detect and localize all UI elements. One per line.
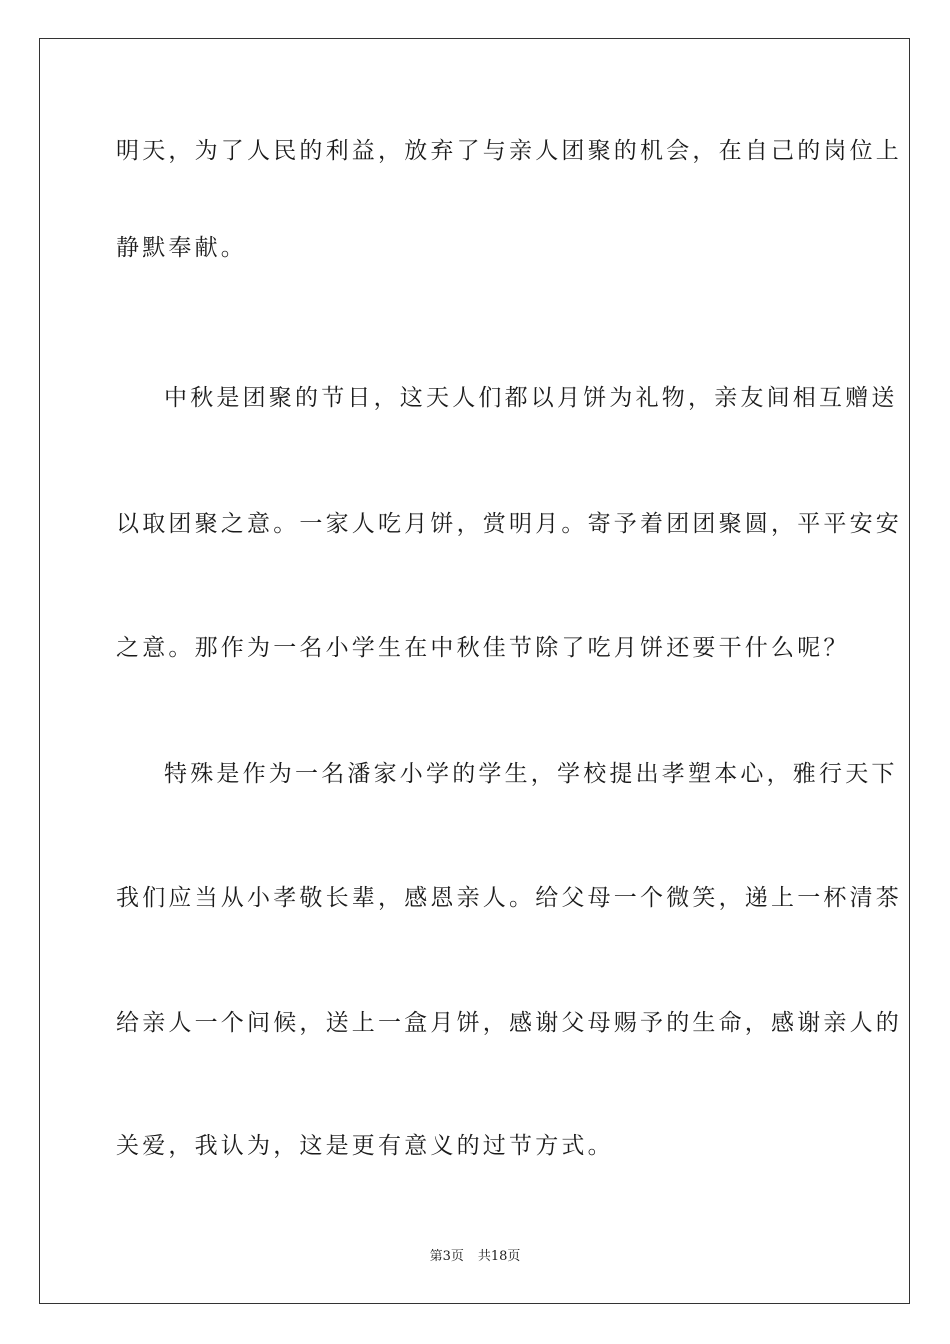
body-line-9: 关爱，我认为，这是更有意义的过节方式。 (116, 1133, 614, 1159)
body-line-3: 中秋是团聚的节日，这天人们都以月饼为礼物，亲友间相互赠送 (164, 385, 898, 411)
body-line-2: 静默奉献。 (116, 235, 247, 261)
body-line-4: 以取团聚之意。一家人吃月饼，赏明月。寄予着团团聚圆，平平安安 (116, 511, 902, 537)
page-total: 共18页 (477, 1249, 521, 1264)
body-line-7: 我们应当从小孝敬长辈，感恩亲人。给父母一个微笑，递上一杯清茶 (116, 885, 902, 911)
page-footer (0, 1248, 950, 1266)
body-line-6: 特殊是作为一名潘家小学的学生，学校提出孝塑本心，雅行天下 (164, 761, 898, 787)
body-line-8: 给亲人一个问候，送上一盒月饼，感谢父母赐予的生命，感谢亲人的 (116, 1010, 902, 1036)
body-line-1: 明天，为了人民的利益，放弃了与亲人团聚的机会，在自己的岗位上 (116, 138, 902, 164)
body-line-5: 之意。那作为一名小学生在中秋佳节除了吃月饼还要干什么呢？ (116, 635, 850, 661)
page-number: 第3页 (429, 1249, 464, 1264)
page-border (39, 38, 910, 1304)
